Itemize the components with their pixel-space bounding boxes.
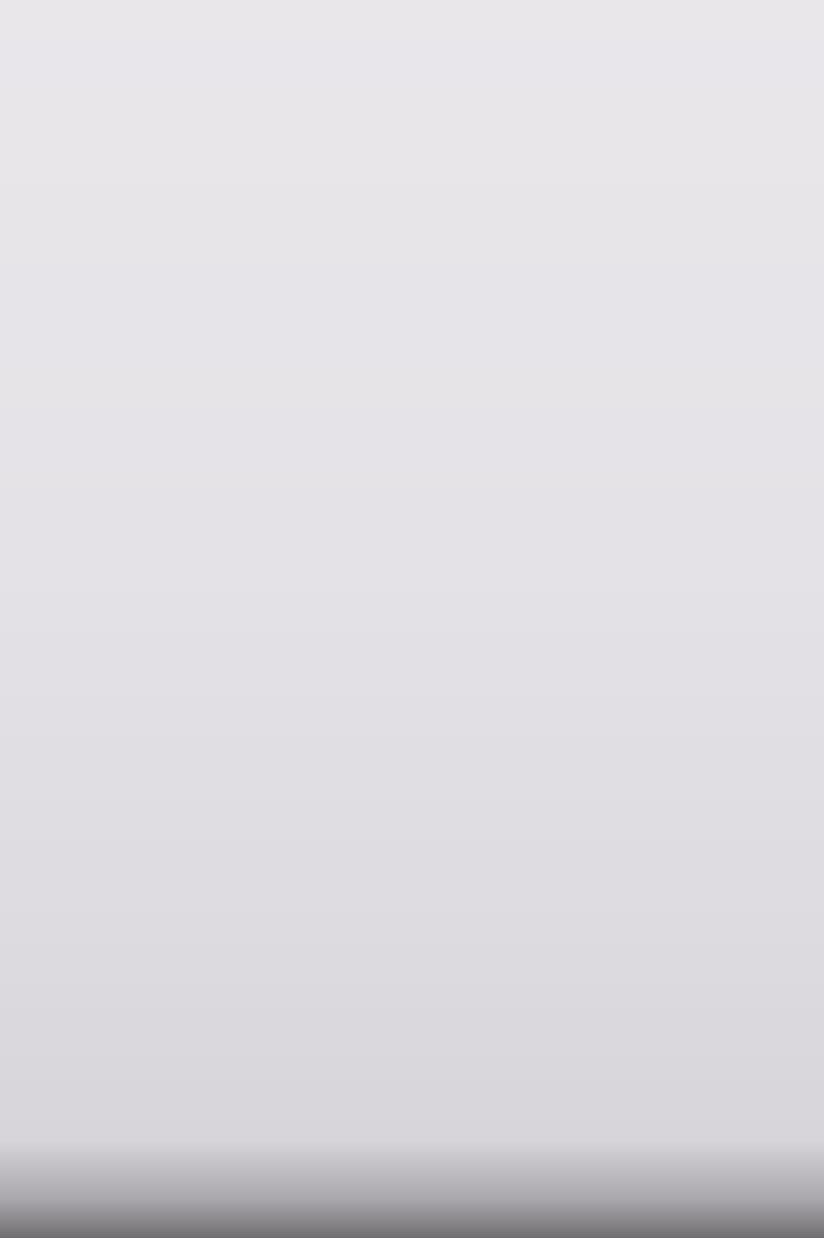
photo-shadow xyxy=(0,1140,824,1238)
